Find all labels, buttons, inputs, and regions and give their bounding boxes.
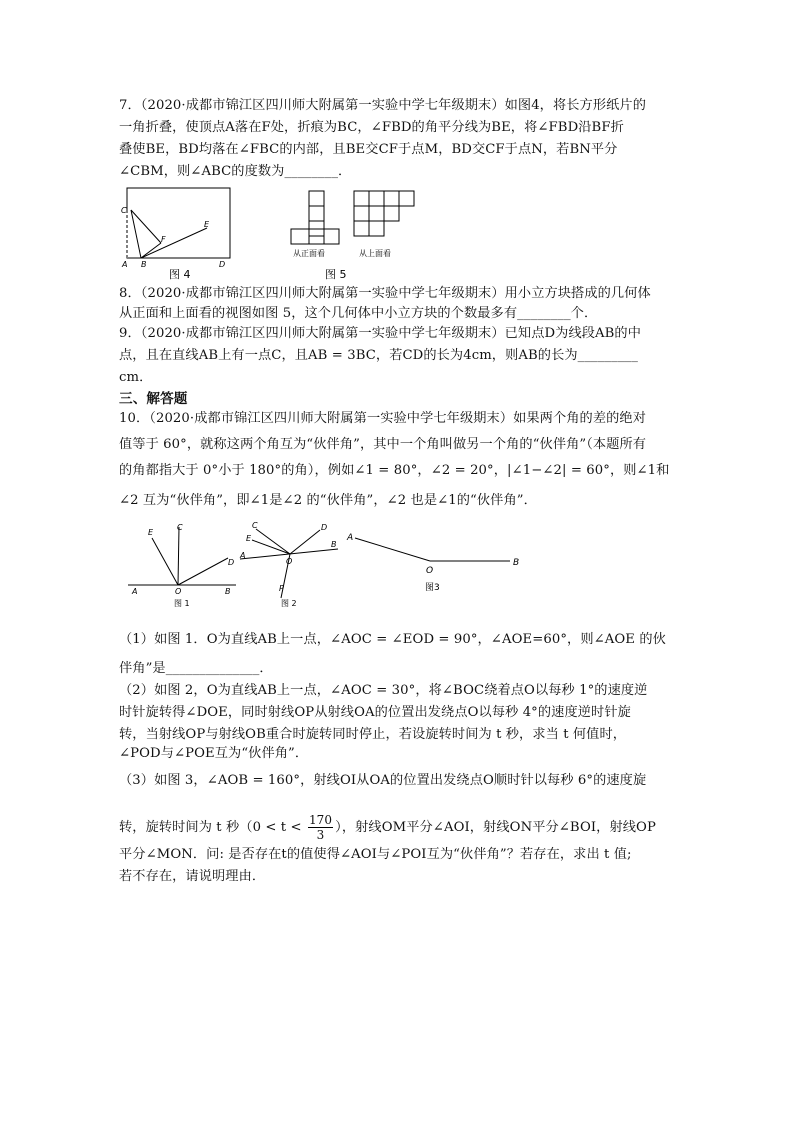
figure-1 — [126, 520, 241, 612]
fig5-front-view — [291, 191, 339, 244]
fraction — [308, 813, 333, 842]
fig1-label-a: A — [132, 587, 138, 596]
fig2-ray-oe — [252, 540, 290, 554]
fig2-label-o: O — [286, 557, 293, 566]
q7-line-4: ∠CBM，则∠ABC的度数为________． — [119, 164, 352, 179]
q9-line-1: 9．（2020·成都市锦江区四川师大附属第一实验中学七年级期末）已知点D为线段AB的中 — [119, 326, 642, 341]
fig5-top-label: 从上面看 — [359, 249, 391, 258]
q10-line-1: 10．（2020·成都市锦江区四川师大附属第一实验中学七年级期末）如果两个角的差的绝对 — [119, 411, 646, 426]
fig4-label-e: E — [204, 220, 210, 229]
fig1-label-e: E — [148, 528, 154, 537]
q9-line-3: cm． — [119, 370, 153, 385]
fig4-label-a: A — [122, 260, 128, 269]
fig3-caption: 图3 — [425, 583, 440, 593]
fig1-ray-oc — [178, 527, 179, 585]
part2-line-2: 时针旋转得∠DOE，同时射线OP从射线OA的位置出发绕点O以每秒 4°的速度逆时针旋 — [119, 705, 631, 720]
q7-line-1: 7．（2020·成都市锦江区四川师大附属第一实验中学七年级期末）如图4，将长方形纸片的 — [119, 98, 646, 113]
figure-3 — [345, 528, 525, 598]
part1-line-2: 伴角”是______________． — [119, 661, 273, 676]
part3-line-2-end: ），射线OM平分∠AOI，射线ON平分∠BOI，射线OP — [335, 820, 656, 835]
fig3-label-b: B — [513, 558, 520, 568]
fig4-line-cf — [131, 210, 161, 243]
fig4-caption: 图 4 — [169, 268, 191, 280]
fig1-label-b: B — [225, 587, 231, 596]
part3-line-2 — [119, 813, 679, 842]
fig2-label-b: B — [331, 540, 337, 549]
q10-line-4: ∠2 互为“伙伴角”，即∠1是∠2 的“伙伴角”，∠2 也是∠1的“伙伴角”． — [119, 493, 537, 508]
part2-line-3: 转，当射线OP与射线OB重合时旋转同时停止，若设旋转时间为 t 秒，求当 t 何值时， — [119, 727, 627, 742]
fig4-label-f: F — [161, 235, 166, 244]
fig2-label-d: D — [321, 523, 328, 532]
q8-line-2: 从正面和上面看的视图如图 5，这个几何体中小立方块的个数最多有________个． — [119, 306, 598, 321]
q9-line-2: 点，且在直线AB上有一点C，且AB = 3BC，若CD的长为4cm，则AB的长为_________ — [119, 348, 638, 363]
part3-line-1: （3）如图 3，∠AOB = 160°，射线OI从OA的位置出发绕点O顺时针以每秒 6°的速度旋 — [119, 773, 647, 788]
part1-line-1: （1）如图 1．O为直线AB上一点，∠AOC = ∠EOD = 90°，∠AOE=60°，则∠AOE 的伙 — [119, 632, 666, 647]
part3-line-4: 若不存在，请说明理由． — [119, 869, 266, 884]
fig1-label-o: O — [175, 587, 182, 596]
fig4-label-b: B — [141, 260, 147, 269]
part3-line-2-start: 转，旋转时间为 t 秒（0 < t < — [119, 820, 306, 835]
fig1-caption: 图 1 — [174, 599, 190, 608]
part2-line-1: （2）如图 2，O为直线AB上一点，∠AOC = 30°，将∠BOC绕着点O以每秒 1°的速度逆 — [119, 683, 648, 698]
fig5-top-view — [354, 191, 414, 236]
fig2-caption: 图 2 — [281, 599, 297, 608]
fig3-label-o: O — [426, 566, 434, 576]
part3-line-3: 平分∠MON．问: 是否存在t的值使得∠AOI与∠POI互为“伙伴角”？若存在，求出 t 值; — [119, 847, 632, 862]
fig2-ray-od — [290, 530, 320, 554]
fig2-ray-oc — [256, 529, 290, 554]
fig2-label-c: C — [252, 521, 258, 530]
fig5-front-label: 从正面看 — [293, 249, 325, 258]
fig5-caption: 图 5 — [325, 268, 347, 280]
q7-line-3: 叠使BE，BD均落在∠FBC的内部，且BE交CF于点M，BD交CF于点N，若BN平分 — [119, 142, 618, 157]
q10-line-2: 值等于 60°，就称这两个角互为“伙伴角”，其中一个角叫做另一个角的“伙伴角”（本题所有 — [119, 437, 647, 452]
fig4-label-c: C — [121, 206, 127, 215]
fig4-crease-bc — [131, 210, 141, 258]
q7-line-2: 一角折叠，使顶点A落在F处，折痕为BC，∠FBD的角平分线为BE，将∠FBD沿BF折 — [119, 120, 624, 135]
section-heading: 三、解答题 — [119, 391, 188, 407]
figure-2 — [238, 520, 343, 612]
fig1-ray-od — [178, 558, 228, 585]
figure-4 — [119, 185, 234, 280]
fig2-label-p: P — [279, 584, 284, 593]
fraction-denominator: 3 — [316, 828, 325, 842]
fig4-label-d: D — [219, 260, 226, 269]
figure-5 — [285, 185, 420, 280]
fraction-numerator: 170 — [308, 813, 333, 827]
fig3-ray-oa — [355, 538, 430, 561]
fig1-ray-oe — [152, 538, 178, 585]
fig1-label-d: D — [228, 558, 235, 567]
part2-line-4: ∠POD与∠POE互为“伙伴角”． — [119, 746, 309, 761]
q8-line-1: 8．（2020·成都市锦江区四川师大附属第一实验中学七年级期末）用小立方块搭成的几何体 — [119, 286, 651, 301]
fig1-label-c: C — [177, 523, 183, 532]
q10-line-3: 的角都指大于 0°小于 180°的角），例如∠1 = 80°，∠2 = 20°，|∠1−∠2| = 60°，则∠1和 — [119, 463, 670, 478]
fig2-label-a: A — [240, 551, 246, 560]
fig3-label-a: A — [347, 533, 354, 543]
fig2-label-e: E — [246, 534, 252, 543]
